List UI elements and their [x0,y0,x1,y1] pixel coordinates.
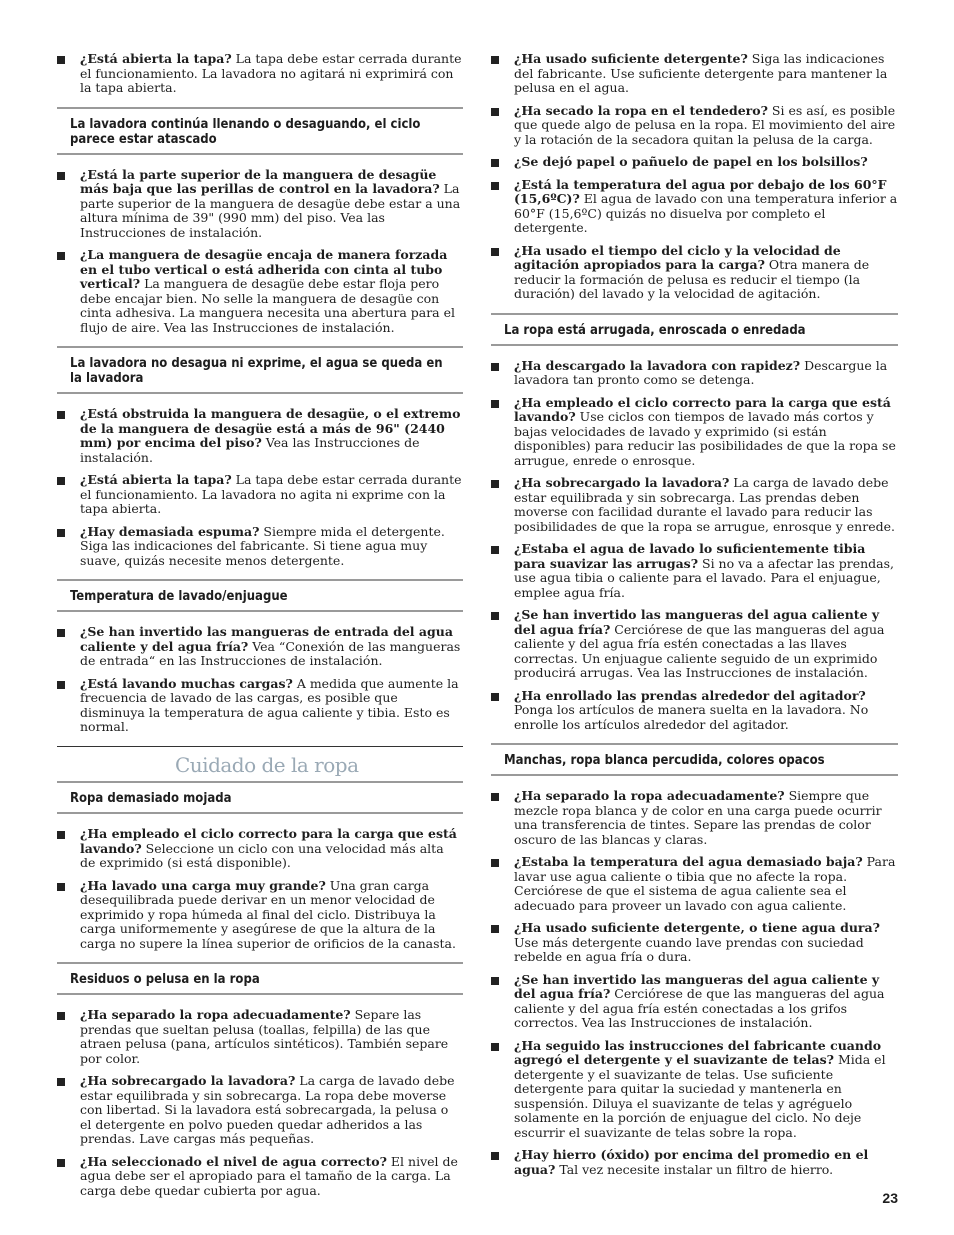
item-answer: Para lavar use agua caliente o tibia que no afecte la ropa. Cerciórese de que el sistema de agua caliente sea el adecuado para proveer un lavado con agua caliente. [514,854,896,913]
item-question: ¿Ha sobrecargado la lavadora? [80,1073,296,1088]
square-bullet-icon [491,793,499,801]
item-question: ¿Estaba la temperatura del agua demasiado baja? [514,854,863,869]
item-question: ¿Está la temperatura del agua por debajo de los 60°F (15,6ºC)? [514,176,887,206]
square-bullet-icon [491,1043,499,1051]
item-answer: Descargue la lavadora tan pronto como se detenga. [514,357,888,387]
square-bullet-icon [57,1159,65,1167]
troubleshooting-item [491,608,898,681]
section-heading: Residuos o pelusa en la ropa [57,962,463,995]
troubleshooting-item [491,542,898,600]
item-question: ¿Ha secado la ropa en el tendedero? [514,102,768,118]
item-answer: La tapa debe estar cerrada durante el funcionamiento. La lavadora no agita ni exprime con la tapa abierta. [80,472,462,516]
troubleshooting-item [491,855,898,913]
item-question: ¿Está abierta la tapa? [80,51,232,66]
troubleshooting-item [57,52,463,96]
page-number: 23 [882,1190,898,1206]
item-question: ¿La manguera de desagüe encaja de manera forzada en el tubo vertical o está adherida con cinta al tubo vertical? [80,247,448,291]
square-bullet-icon [57,831,65,839]
square-bullet-icon [57,1012,65,1020]
square-bullet-icon [491,977,499,985]
troubleshooting-item [57,1155,463,1199]
item-answer: Otra manera de reducir la formación de pelusa es reducir el tiempo (la duración) del lavado y la velocidad de agitación. [514,257,870,301]
item-answer: Una gran carga desequilibrada puede derivar en un menor velocidad de exprimido y ropa húmeda al final del ciclo. Distribuya la carga uniformemente y asegúrese de que la altura de la carga no supere la línea superior de orificios de la canasta. [80,877,456,951]
item-question: ¿Hay demasiada espuma? [80,523,260,539]
item-question: ¿Ha usado suficiente detergente, o tiene agua dura? [514,920,880,935]
item-answer: Si no va a afectar las prendas, use agua tibia o caliente para el lavado. Para el enjuague, emplee agua fría. [514,555,895,600]
troubleshooting-item [491,476,898,534]
troubleshooting-item [57,1008,463,1066]
item-question: ¿Ha descargado la lavadora con rapidez? [514,357,801,373]
troubleshooting-item [491,244,898,302]
square-bullet-icon [491,859,499,867]
square-bullet-icon [491,248,499,256]
item-answer: Cerciórese de que las mangueras del agua caliente y del agua fría estén conectadas a las llaves correctas. Un enjuague caliente seguido de un exprimido producirá arrugas. Vea las Instrucciones de instalación. [514,621,885,680]
troubleshooting-item [491,52,898,96]
item-question: ¿Se dejó papel o pañuelo de papel en los bolsillos? [514,154,868,169]
troubleshooting-item [491,396,898,469]
item-question: ¿Hay hierro (óxido) por encima del promedio en el agua? [514,1147,869,1177]
troubleshooting-item [491,1039,898,1141]
square-bullet-icon [491,546,499,554]
troubleshooting-item [491,973,898,1031]
item-answer: La carga de lavado debe estar equilibrada y sin sobrecarga. La ropa debe moverse con libertad. Si la lavadora está sobrecargada, la pelusa o el detergente en polvo pueden quedar adheridos a las prendas. Lave cargas más pequeñas. [80,1073,455,1146]
troubleshooting-item [491,921,898,965]
square-bullet-icon [491,400,499,408]
square-bullet-icon [57,629,65,637]
troubleshooting-item [57,879,463,952]
item-question: ¿Ha separado la ropa adecuadamente? [80,1007,351,1022]
item-question: ¿Ha empleado el ciclo correcto para la carga que está lavando? [80,826,457,856]
item-answer: Tal vez necesite instalar un filtro de hierro. [555,1161,834,1177]
troubleshooting-item [57,677,463,735]
item-answer: Separe las prendas que sueltan pelusa (toallas, felpilla) de las que atraen pelusa (pana, artículos sintéticos). También separe por color. [80,1007,449,1066]
square-bullet-icon [491,1152,499,1160]
item-question: ¿Ha seguido las instrucciones del fabricante cuando agregó el detergente y el suavizante de telas? [514,1037,882,1067]
item-question: ¿Se han invertido las mangueras del agua caliente y del agua fría? [514,971,880,1001]
item-answer: Siga las indicaciones del fabricante. Use suficiente detergente para mantener la pelusa en el agua. [514,51,888,95]
troubleshooting-item [57,248,463,335]
item-question: ¿Se han invertido las mangueras de entrada del agua caliente y del agua fría? [80,624,453,654]
item-answer: Use más detergente cuando lave prendas con suciedad rebelde en agua fría o dura. [514,934,864,964]
square-bullet-icon [491,108,499,116]
troubleshooting-item [57,827,463,871]
square-bullet-icon [491,159,499,167]
item-question: ¿Ha lavado una carga muy grande? [80,877,326,893]
item-question: ¿Está abierta la tapa? [80,472,232,487]
item-question: ¿Ha seleccionado el nivel de agua correcto? [80,1153,387,1169]
troubleshooting-item [57,525,463,569]
square-bullet-icon [57,529,65,537]
item-answer: La parte superior de la manguera de desagüe debe estar a una altura mínima de 39" (990 mm) del piso. Vea las Instrucciones de instalación. [80,181,461,240]
square-bullet-icon [57,681,65,689]
square-bullet-icon [57,411,65,419]
square-bullet-icon [491,363,499,371]
section-heading: Ropa demasiado mojada [57,781,463,814]
troubleshooting-item [57,168,463,241]
item-answer: Vea “Conexión de las mangueras de entrada“ en las Instrucciones de instalación. [80,638,461,668]
item-question: ¿Se han invertido las mangueras del agua caliente y del agua fría? [514,607,880,637]
item-answer: Use ciclos con tiempos de lavado más cortos y bajas velocidades de lavado y exprimido (si están disponibles) para reducir las posibilidades de que la ropa se arrugue, enrede o enrosque. [514,409,896,468]
item-answer: Seleccione un ciclo con una velocidad más alta de exprimido (si está disponible). [80,840,444,870]
right-column [491,52,898,1185]
square-bullet-icon [57,252,65,260]
item-answer: Si es así, es posible que quede algo de pelusa en la ropa. El movimiento del aire y la rotación de la secadora quitan la pelusa de la carga. [514,102,896,147]
section-heading: La ropa está arrugada, enroscada o enredada [491,313,898,346]
section-heading: Manchas, ropa blanca percudida, colores opacos [491,743,898,776]
item-question: ¿Estaba el agua de lavado lo suficientemente tibia para suavizar las arrugas? [514,541,866,571]
item-answer: Cerciórese de que las mangueras del agua caliente y del agua fría estén conectadas a los grifos correctos. Vea las Instrucciones de instalación. [514,986,885,1030]
item-answer: A medida que aumente la frecuencia de lavado de las cargas, es posible que disminuya la temperatura de agua caliente y tibia. Esto es normal. [80,675,459,734]
troubleshooting-item [491,789,898,847]
square-bullet-icon [57,56,65,64]
troubleshooting-item [57,625,463,669]
square-bullet-icon [491,182,499,190]
section-heading: La lavadora no desagua ni exprime, el agua se queda en la lavadora [57,346,463,394]
item-answer: El agua de lavado con una temperatura inferior a 60°F (15,6ºC) quizás no disuelva por completo el detergente. [514,191,898,235]
troubleshooting-item [491,104,898,148]
section-heading: Temperatura de lavado/enjuague [57,579,463,612]
square-bullet-icon [491,480,499,488]
square-bullet-icon [57,1078,65,1086]
troubleshooting-item [57,473,463,517]
troubleshooting-item [491,178,898,236]
item-answer: La tapa debe estar cerrada durante el funcionamiento. La lavadora no agitará ni exprimirá con la tapa abierta. [80,51,462,95]
item-answer: Siempre mida el detergente. Siga las indicaciones del fabricante. Si tiene agua muy suave, quizás necesite menos detergente. [80,523,445,568]
square-bullet-icon [57,477,65,485]
item-question: ¿Ha empleado el ciclo correcto para la carga que está lavando? [514,394,891,424]
item-answer: El nivel de agua debe ser el apropiado para el tamaño de la carga. La carga debe quedar cubierta por agua. [80,1153,458,1198]
troubleshooting-item [57,1074,463,1147]
item-answer: Vea las Instrucciones de instalación. [80,435,420,465]
square-bullet-icon [491,693,499,701]
troubleshooting-item [491,155,898,170]
item-answer: La carga de lavado debe estar equilibrada y sin sobrecarga. Las prendas deben moverse con facilidad durante el lavado para reducir las posibilidades de que la ropa se arrugue, enrosque y enrede. [514,475,895,534]
item-question: ¿Ha enrollado las prendas alrededor del agitador? [514,687,866,703]
troubleshooting-item [57,407,463,465]
section-heading: La lavadora continúa llenando o desaguando, el ciclo parece estar atascado [57,107,463,155]
item-question: ¿Ha usado el tiempo del ciclo y la velocidad de agitación apropiados para la carga? [514,242,841,272]
item-question: ¿Ha separado la ropa adecuadamente? [514,788,785,803]
item-question: ¿Está la parte superior de la manguera de desagüe más baja que las perillas de control en la lavadora? [80,166,440,196]
square-bullet-icon [491,56,499,64]
item-answer: Ponga los artículos de manera suelta en la lavadora. No enrolle los artículos alrededor del agitador. [514,702,869,732]
square-bullet-icon [491,612,499,620]
troubleshooting-item [491,359,898,388]
item-question: ¿Está lavando muchas cargas? [80,675,293,691]
troubleshooting-item [491,1148,898,1177]
item-question: ¿Está obstruida la manguera de desagüe, o el extremo de la manguera de desagüe está a más de 96" (2440 mm) por encima del piso? [80,406,461,450]
square-bullet-icon [57,172,65,180]
square-bullet-icon [57,883,65,891]
square-bullet-icon [491,925,499,933]
item-answer: Siempre que mezcle ropa blanca y de color en una carga puede ocurrir una transferencia de tintes. Separe las prendas de color oscuro de las blancas y claras. [514,788,882,847]
troubleshooting-item [491,689,898,733]
item-question: ¿Ha sobrecargado la lavadora? [514,475,730,490]
chapter-title: Cuidado de la ropa [175,752,359,777]
item-answer: La manguera de desagüe debe estar floja pero debe encajar bien. No selle la manguera de desagüe con cinta adhesiva. La manguera necesita una abertura para el flujo de aire. Vea las Instrucciones de instalación. [80,276,455,335]
left-column [57,52,463,1206]
item-question: ¿Ha usado suficiente detergente? [514,51,748,66]
item-answer: Mida el detergente y el suavizante de telas. Use suficiente detergente para quitar la suciedad y mantenerla en suspensión. Diluya el suavizante de telas y agréguelo solamente en la porción de enjuague del ciclo. No deje escurrir el suavizante de telas sobre la ropa. [514,1052,886,1140]
